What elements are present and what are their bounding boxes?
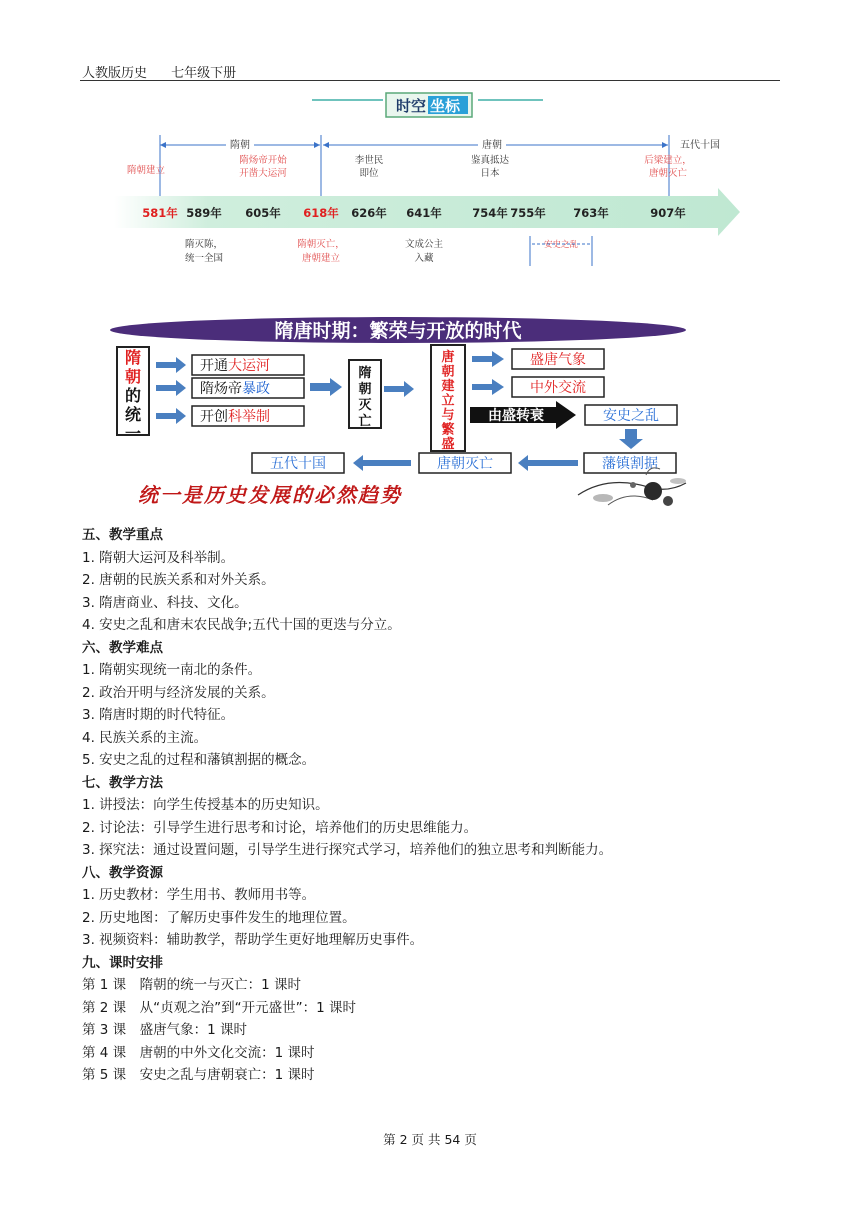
top-event-2-line-0: 李世民: [354, 155, 384, 166]
section-item: 3. 隋唐商业、科技、文化。: [82, 594, 248, 611]
tang-item-0: 盛唐气象: [530, 352, 586, 368]
overview-diagram: [108, 315, 708, 520]
sui-item-pre-0: 开通: [200, 358, 228, 374]
tang-rise-char-0: 唐: [441, 350, 455, 365]
slogan: 统一是历史发展的必然趋势: [138, 483, 402, 507]
sui-arrow-right: [314, 142, 320, 148]
period-wudai: 五代十国: [680, 140, 720, 151]
top-event-0-line-0: 隋朝建立: [126, 165, 166, 176]
year-6: 754年: [472, 206, 508, 220]
section-item: 3. 视频资料：辅助教学，帮助学生更好地理解历史事件。: [82, 932, 424, 948]
fanzhen-label: 藩镇割据: [602, 456, 658, 472]
section-heading: 七、教学方法: [82, 774, 163, 791]
period-tang: 唐朝: [482, 140, 502, 151]
sui-item-2: [200, 408, 270, 425]
year-1: 589年: [186, 206, 222, 220]
sui-unify-label: [125, 348, 141, 443]
tang-arrow-right: [662, 142, 668, 148]
bottom-event-2-line-0: 文成公主: [404, 239, 444, 250]
page-footer: 第 2 页 共 54 页: [383, 1132, 477, 1147]
section-heading: 五、教学重点: [82, 527, 163, 543]
tang-arrow-left: [323, 142, 329, 148]
header-subject: 人教版历史: [82, 66, 148, 81]
anshi-down-arrow: [619, 429, 643, 449]
year-5: 641年: [406, 206, 442, 220]
sui-item-pre-1: 隋炀帝: [200, 381, 242, 397]
sui-item-0: [200, 357, 270, 374]
section-item: 5. 安史之乱的过程和藩镇割据的概念。: [82, 752, 316, 768]
sui-fall-arrow: [384, 381, 414, 397]
tang-rise-char-1: 朝: [441, 364, 455, 380]
section-item: 1. 隋朝实现统一南北的条件。: [82, 662, 262, 678]
anshi-label: 安史之乱: [603, 408, 659, 424]
section-heading: 六、教学难点: [82, 639, 163, 656]
top-event-3-line-1: 日本: [480, 168, 500, 179]
top-event-2-line-1: 即位: [359, 168, 379, 179]
section-heading: 九、课时安排: [82, 954, 163, 971]
section-item: 3. 探究法：通过设置问题，引导学生进行探究式学习，培养他们的独立思考和判断能力。: [82, 842, 613, 858]
sui-to-fall-arrow: [310, 378, 342, 396]
tang-rise-char-2: 建: [441, 379, 455, 394]
sui-item-arrow-1: [156, 380, 186, 396]
sui-fall-char-3: 亡: [358, 414, 372, 429]
section-item: 2. 政治开明与经济发展的关系。: [82, 684, 275, 701]
header-grade: 七年级下册: [171, 66, 237, 81]
tang-items: [472, 349, 604, 397]
bottom-event-0-line-0: 隋灭陈，: [184, 239, 224, 250]
section-item: 2. 历史地图：了解历史事件发生的地理位置。: [82, 909, 356, 926]
year-0: 581年: [142, 206, 178, 220]
top-event-4-line-0: 后梁建立，: [644, 155, 692, 166]
wudai-label: 五代十国: [270, 456, 326, 472]
tang-item-arrow-1: [472, 379, 504, 395]
sui-item-arrow-0: [156, 357, 186, 373]
year-7: 755年: [510, 206, 546, 220]
sui-fall-char-2: 灭: [358, 398, 372, 413]
fanzhen-arrow: [518, 455, 578, 471]
sui-item-key-1: 暴政: [242, 381, 270, 397]
section-item: 4. 民族关系的主流。: [82, 729, 208, 746]
section-item: 第 4 课 唐朝的中外文化交流：1 课时: [82, 1044, 315, 1061]
section-item: 第 2 课 从“贞观之治”到“开元盛世”：1 课时: [82, 999, 357, 1016]
top-event-3-line-0: 鉴真抵达: [470, 155, 510, 166]
year-8: 763年: [573, 206, 609, 220]
section-item: 2. 讨论法：引导学生进行思考和讨论，培养他们的历史思维能力。: [82, 819, 478, 836]
tang-fall-arrow: [353, 455, 411, 471]
tang-rise-char-6: 盛: [441, 437, 455, 452]
sui-unify-char-0: 隋: [124, 348, 142, 367]
section-item: 2. 唐朝的民族关系和对外关系。: [82, 572, 275, 588]
badge-word-1: 时空: [396, 97, 427, 115]
sui-item-pre-2: 开创: [200, 409, 228, 425]
top-event-1-line-1: 开凿大运河: [239, 168, 287, 179]
sui-fall-char-0: 隋: [358, 366, 372, 381]
sui-unify-char-3: 统: [124, 405, 142, 424]
year-3: 618年: [303, 206, 339, 220]
year-4: 626年: [351, 206, 387, 220]
sui-unify-char-1: 朝: [124, 367, 142, 386]
section-item: 4. 安史之乱和唐末农民战争;五代十国的更迭与分立。: [82, 617, 401, 633]
bottom-event-1-line-1: 唐朝建立: [301, 253, 341, 264]
sui-arrow-left: [160, 142, 166, 148]
sui-item-key-2: 科举制: [228, 409, 270, 425]
header-rule: [80, 80, 780, 81]
year-9: 907年: [650, 206, 686, 220]
tang-rise-label: [440, 349, 454, 452]
overview-title: 隋唐时期：繁荣与开放的时代: [274, 320, 522, 342]
bottom-event-3-line-0: 安史之乱: [543, 240, 579, 250]
bottom-event-2-line-1: 入藏: [414, 253, 434, 264]
tang-item-1: 中外交流: [530, 380, 586, 396]
badge-word-2: 坐标: [430, 97, 461, 115]
page-header: [82, 62, 256, 81]
top-event-4-line-1: 唐朝灭亡: [648, 168, 688, 179]
section-heading: 八、教学资源: [82, 864, 163, 881]
sui-unify-char-2: 的: [124, 386, 142, 405]
tang-rise-char-4: 与: [441, 408, 455, 423]
sui-unify-char-4: 一: [124, 424, 142, 443]
sui-items: [156, 355, 342, 426]
tang-item-arrow-0: [472, 351, 504, 367]
bottom-event-1-line-0: 隋朝灭亡，: [297, 239, 345, 250]
tang-rise-char-5: 繁: [441, 422, 455, 438]
bottom-event-0-line-1: 统一全国: [184, 253, 224, 264]
section-item: 第 5 课 安史之乱与唐朝衰亡：1 课时: [82, 1067, 315, 1083]
tang-rise-char-3: 立: [441, 393, 455, 409]
sui-item-key-0: 大运河: [228, 358, 270, 374]
section-item: 第 1 课 隋朝的统一与灭亡：1 课时: [82, 977, 302, 993]
section-item: 1. 历史教材：学生用书、教师用书等。: [82, 887, 316, 903]
section-item: 第 3 课 盛唐气象：1 课时: [82, 1022, 248, 1038]
top-event-1-line-0: 隋炀帝开始: [239, 155, 287, 166]
period-sui: 隋朝: [230, 140, 250, 151]
year-2: 605年: [245, 206, 281, 220]
tang-fall-label: 唐朝灭亡: [437, 456, 493, 472]
section-item: 1. 隋朝大运河及科举制。: [82, 549, 235, 566]
section-item: 3. 隋唐时期的时代特征。: [82, 707, 235, 723]
turn-label: 由盛转衰: [488, 408, 544, 424]
timeline-figure: [108, 90, 748, 270]
sui-item-1: [200, 380, 270, 397]
lesson-plan-sections: [82, 524, 782, 1087]
sui-item-arrow-2: [156, 408, 186, 424]
section-item: 1. 讲授法：向学生传授基本的历史知识。: [82, 797, 329, 813]
sui-fall-char-1: 朝: [358, 382, 372, 397]
